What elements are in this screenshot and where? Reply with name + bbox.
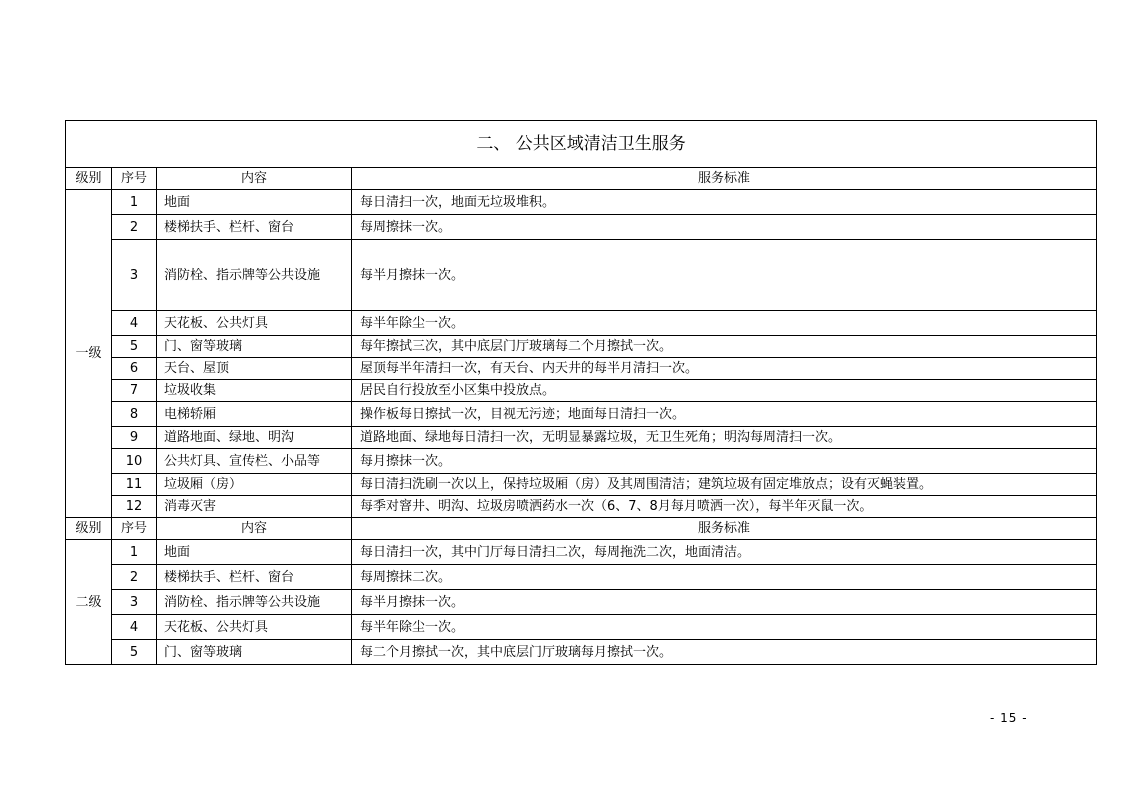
header-level: 级别 — [66, 518, 112, 540]
header-standard: 服务标准 — [352, 518, 1097, 540]
standard-cell: 居民自行投放至小区集中投放点。 — [352, 380, 1097, 402]
seq-cell: 11 — [112, 474, 157, 496]
seq-cell: 9 — [112, 427, 157, 449]
content-cell: 地面 — [157, 540, 352, 565]
content-cell: 消防栓、指示牌等公共设施 — [157, 590, 352, 615]
content-cell: 垃圾收集 — [157, 380, 352, 402]
table-row — [66, 496, 1097, 518]
content-cell: 楼梯扶手、栏杆、窗台 — [157, 565, 352, 590]
header-content: 内容 — [157, 518, 352, 540]
header-content: 内容 — [157, 168, 352, 190]
table-row — [66, 540, 1097, 565]
table-title: 二、 公共区域清洁卫生服务 — [66, 121, 1097, 168]
standard-cell: 每半月擦抹一次。 — [352, 590, 1097, 615]
seq-cell: 6 — [112, 358, 157, 380]
seq-cell: 4 — [112, 311, 157, 336]
table-row — [66, 590, 1097, 615]
table-row — [66, 336, 1097, 358]
content-cell: 公共灯具、宣传栏、小品等 — [157, 449, 352, 474]
table-row — [66, 402, 1097, 427]
standard-cell: 每半月擦抹一次。 — [352, 240, 1097, 311]
level-cell: 一级 — [66, 190, 112, 518]
seq-cell: 7 — [112, 380, 157, 402]
table-row — [66, 215, 1097, 240]
content-cell: 门、窗等玻璃 — [157, 336, 352, 358]
content-cell: 楼梯扶手、栏杆、窗台 — [157, 215, 352, 240]
seq-cell: 10 — [112, 449, 157, 474]
standard-cell: 操作板每日擦拭一次，目视无污迹；地面每日清扫一次。 — [352, 402, 1097, 427]
table-row — [66, 640, 1097, 665]
seq-cell: 4 — [112, 615, 157, 640]
table-row — [66, 240, 1097, 311]
header-seq: 序号 — [112, 168, 157, 190]
standard-cell: 每日清扫洗刷一次以上，保持垃圾厢（房）及其周围清洁；建筑垃圾有固定堆放点；设有灭蝇装置。 — [352, 474, 1097, 496]
content-cell: 天花板、公共灯具 — [157, 311, 352, 336]
service-standard-table — [65, 120, 1097, 665]
seq-cell: 2 — [112, 565, 157, 590]
standard-cell: 每二个月擦拭一次，其中底层门厅玻璃每月擦拭一次。 — [352, 640, 1097, 665]
seq-cell: 5 — [112, 640, 157, 665]
content-cell: 消毒灭害 — [157, 496, 352, 518]
standard-cell: 每半年除尘一次。 — [352, 311, 1097, 336]
content-cell: 地面 — [157, 190, 352, 215]
standard-cell: 每季对窨井、明沟、垃圾房喷洒药水一次（6、7、8月每月喷洒一次），每半年灭鼠一次。 — [352, 496, 1097, 518]
table-row — [66, 565, 1097, 590]
seq-cell: 3 — [112, 590, 157, 615]
content-cell: 电梯轿厢 — [157, 402, 352, 427]
table-row — [66, 449, 1097, 474]
header-seq: 序号 — [112, 518, 157, 540]
seq-cell: 8 — [112, 402, 157, 427]
seq-cell: 1 — [112, 190, 157, 215]
table-row — [66, 190, 1097, 215]
header-row — [66, 518, 1097, 540]
table-row — [66, 380, 1097, 402]
level-cell: 二级 — [66, 540, 112, 665]
table-row — [66, 358, 1097, 380]
table-row — [66, 615, 1097, 640]
content-cell: 消防栓、指示牌等公共设施 — [157, 240, 352, 311]
content-cell: 道路地面、绿地、明沟 — [157, 427, 352, 449]
table-row — [66, 427, 1097, 449]
standard-cell: 每日清扫一次，其中门厅每日清扫二次，每周拖洗二次，地面清洁。 — [352, 540, 1097, 565]
page-number: - 15 - — [990, 711, 1028, 725]
standard-cell: 每日清扫一次，地面无垃圾堆积。 — [352, 190, 1097, 215]
content-cell: 天花板、公共灯具 — [157, 615, 352, 640]
standard-cell: 每周擦抹一次。 — [352, 215, 1097, 240]
standard-cell: 每周擦抹二次。 — [352, 565, 1097, 590]
standard-cell: 屋顶每半年清扫一次，有天台、内天井的每半月清扫一次。 — [352, 358, 1097, 380]
seq-cell: 1 — [112, 540, 157, 565]
standard-cell: 每月擦抹一次。 — [352, 449, 1097, 474]
header-standard: 服务标准 — [352, 168, 1097, 190]
content-cell: 垃圾厢（房） — [157, 474, 352, 496]
seq-cell: 12 — [112, 496, 157, 518]
header-level: 级别 — [66, 168, 112, 190]
header-row — [66, 168, 1097, 190]
seq-cell: 5 — [112, 336, 157, 358]
table-row — [66, 311, 1097, 336]
content-cell: 天台、屋顶 — [157, 358, 352, 380]
standard-cell: 每年擦拭三次，其中底层门厅玻璃每二个月擦拭一次。 — [352, 336, 1097, 358]
standard-cell: 每半年除尘一次。 — [352, 615, 1097, 640]
table-row — [66, 474, 1097, 496]
content-cell: 门、窗等玻璃 — [157, 640, 352, 665]
standard-cell: 道路地面、绿地每日清扫一次，无明显暴露垃圾，无卫生死角；明沟每周清扫一次。 — [352, 427, 1097, 449]
seq-cell: 2 — [112, 215, 157, 240]
seq-cell: 3 — [112, 240, 157, 311]
